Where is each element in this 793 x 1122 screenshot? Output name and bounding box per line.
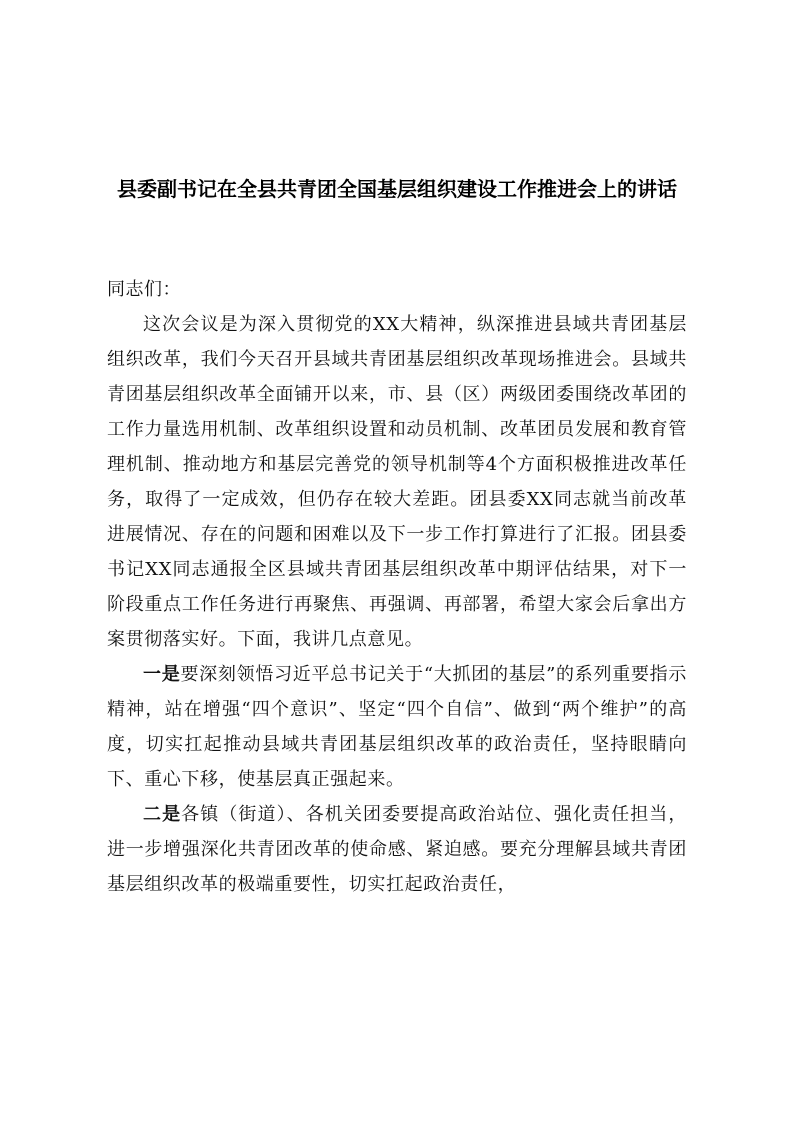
salutation: 同志们： bbox=[107, 279, 181, 300]
paragraph-point-one bbox=[107, 657, 687, 797]
paragraph-text: 各镇（街道）、各机关团委要提高政治站位、强化责任担当，进一步增强深化共青团改革的使命感、紧迫感。要充分理解县域共青团基层组织改革的极端重要性，切实扛起政治责任， bbox=[107, 804, 687, 895]
document-body bbox=[107, 272, 687, 902]
paragraph-text: 这次会议是为深入贯彻党的XX大精神，纵深推进县域共青团基层组织改革，我们今天召开县域共青团基层组织改革现场推进会。县域共青团基层组织改革全面铺开以来，市、县（区）两级团委围绕改革团的工作力量选用机制、改革组织设置和动员机制、改革团员发展和教育管理机制、推动地方和基层完善党的领导机制等4个方面积极推进改革任务，取得了一定成效，但仍存在较大差距。团县委XX同志就当前改革进展情况、存在的问题和困难以及下一步工作打算进行了汇报。团县委书记XX同志通报全区县域共青团基层组织改革中期评估结果，对下一阶段重点工作任务进行再聚焦、再强调、再部署，希望大家会后拿出方案贯彻落实好。下面，我讲几点意见。 bbox=[107, 314, 687, 650]
paragraph-point-two bbox=[107, 797, 687, 902]
document-title: 县委副书记在全县共青团全国基层组织建设工作推进会上的讲话 bbox=[117, 177, 677, 201]
paragraph-text: 要深刻领悟习近平总书记关于“大抓团的基层”的系列重要指示精神，站在增强“四个意识”、坚定“四个自信”、做到“两个维护”的高度，切实扛起推动县域共青团基层组织改革的政治责任，坚持眼睛向下、重心下移，使基层真正强起来。 bbox=[107, 664, 688, 790]
paragraph-intro bbox=[107, 307, 687, 657]
paragraph-lead: 一是 bbox=[143, 664, 181, 685]
paragraph-lead: 二是 bbox=[143, 804, 182, 825]
